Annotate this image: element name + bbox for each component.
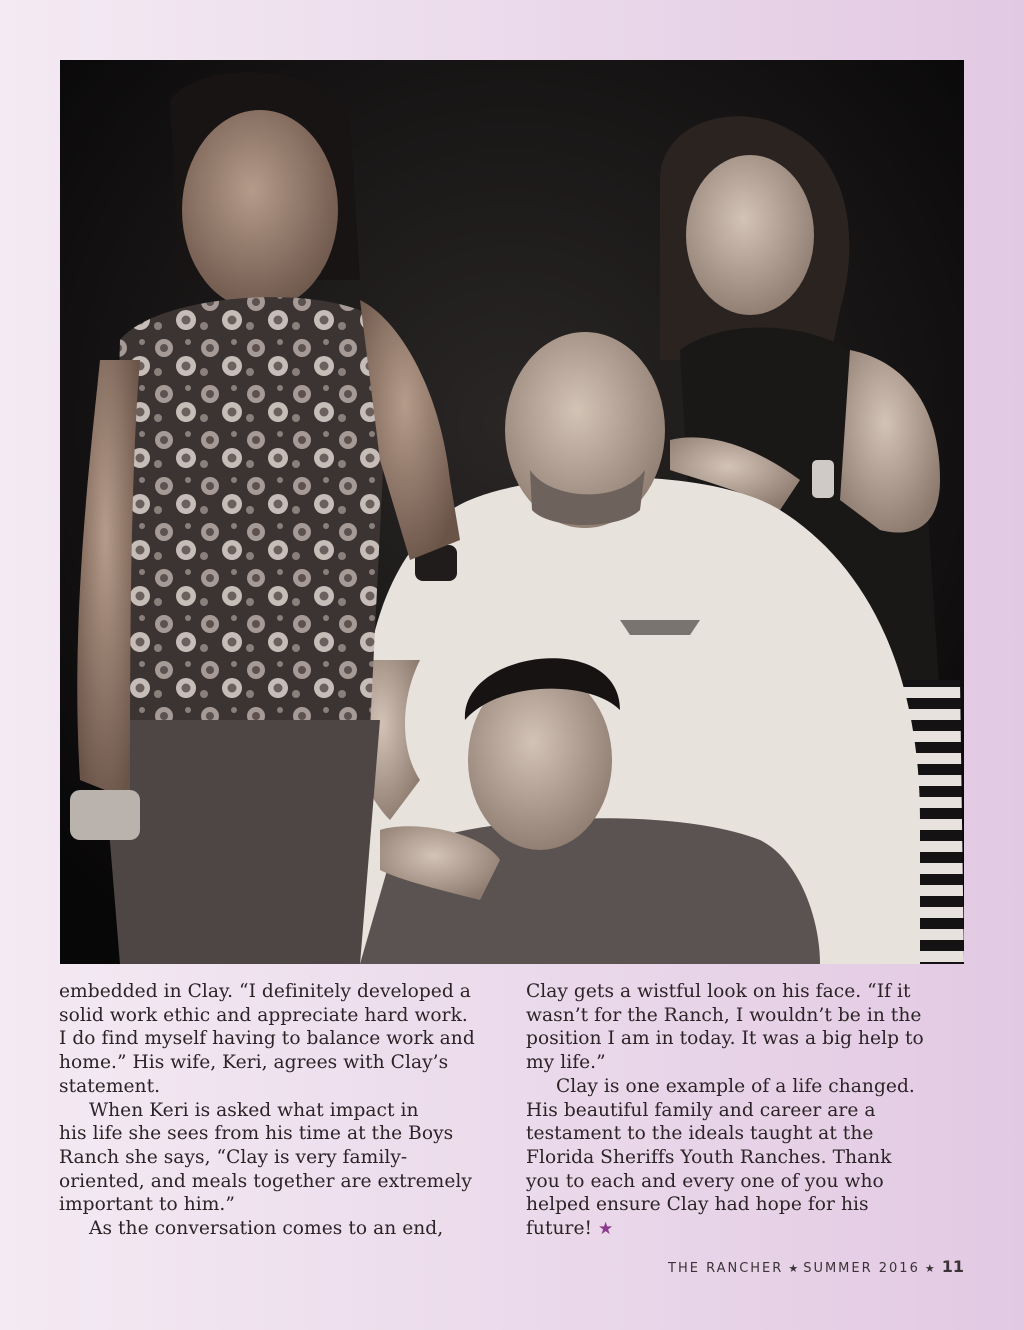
text-line: you to each and every one of you who — [526, 1170, 884, 1192]
right-paragraph-2 — [526, 1075, 966, 1242]
text-fragment: future! — [526, 1218, 598, 1240]
star-separator-icon: ★ — [924, 1262, 935, 1275]
text-line-last — [526, 1217, 966, 1242]
text-line: position I am in today. It was a big help to — [526, 1028, 924, 1050]
left-paragraph-3 — [59, 1217, 499, 1241]
issue-label: SUMMER 2016 — [803, 1261, 920, 1276]
text-line: my life.” — [526, 1052, 606, 1074]
text-line: Florida Sheriffs Youth Ranches. Thank — [526, 1146, 892, 1168]
text-line: statement. — [59, 1075, 161, 1097]
publication-name: THE RANCHER — [668, 1261, 784, 1276]
text-line: important to him.” — [59, 1194, 235, 1216]
end-star-icon: ★ — [597, 1219, 614, 1240]
text-line: solid work ethic and appreciate hard work. — [59, 1004, 468, 1026]
left-text-column — [59, 980, 499, 1241]
right-paragraph-1 — [526, 980, 966, 1075]
text-line: Ranch she says, “Clay is very family- — [59, 1146, 408, 1168]
text-line: embedded in Clay. “I definitely developed a — [59, 981, 471, 1002]
text-line: Clay gets a wistful look on his face. “If it — [526, 981, 911, 1002]
text-line: testament to the ideals taught at the — [526, 1123, 874, 1145]
family-photo — [60, 60, 964, 964]
text-line: helped ensure Clay had hope for his — [526, 1194, 869, 1216]
text-line: home.” His wife, Keri, agrees with Clay’s — [59, 1052, 449, 1074]
text-line: wasn’t for the Ranch, I wouldn’t be in the — [526, 1004, 922, 1026]
star-separator-icon: ★ — [788, 1262, 799, 1275]
family-photo-illustration — [60, 60, 964, 964]
text-line: When Keri is asked what impact in — [89, 1099, 419, 1121]
text-line: oriented, and meals together are extremely — [59, 1170, 472, 1192]
text-line: his life she sees from his time at the Boys — [59, 1123, 454, 1145]
left-paragraph-1 — [59, 980, 499, 1099]
page-footer — [668, 1257, 964, 1276]
text-line: As the conversation comes to an end, — [89, 1218, 444, 1240]
right-text-column — [526, 980, 966, 1242]
text-line: His beautiful family and career are a — [526, 1099, 876, 1121]
text-line: Clay is one example of a life changed. — [556, 1075, 915, 1097]
left-paragraph-2 — [59, 1099, 499, 1218]
page-number: 11 — [941, 1257, 964, 1276]
text-line: I do find myself having to balance work and — [59, 1028, 475, 1050]
